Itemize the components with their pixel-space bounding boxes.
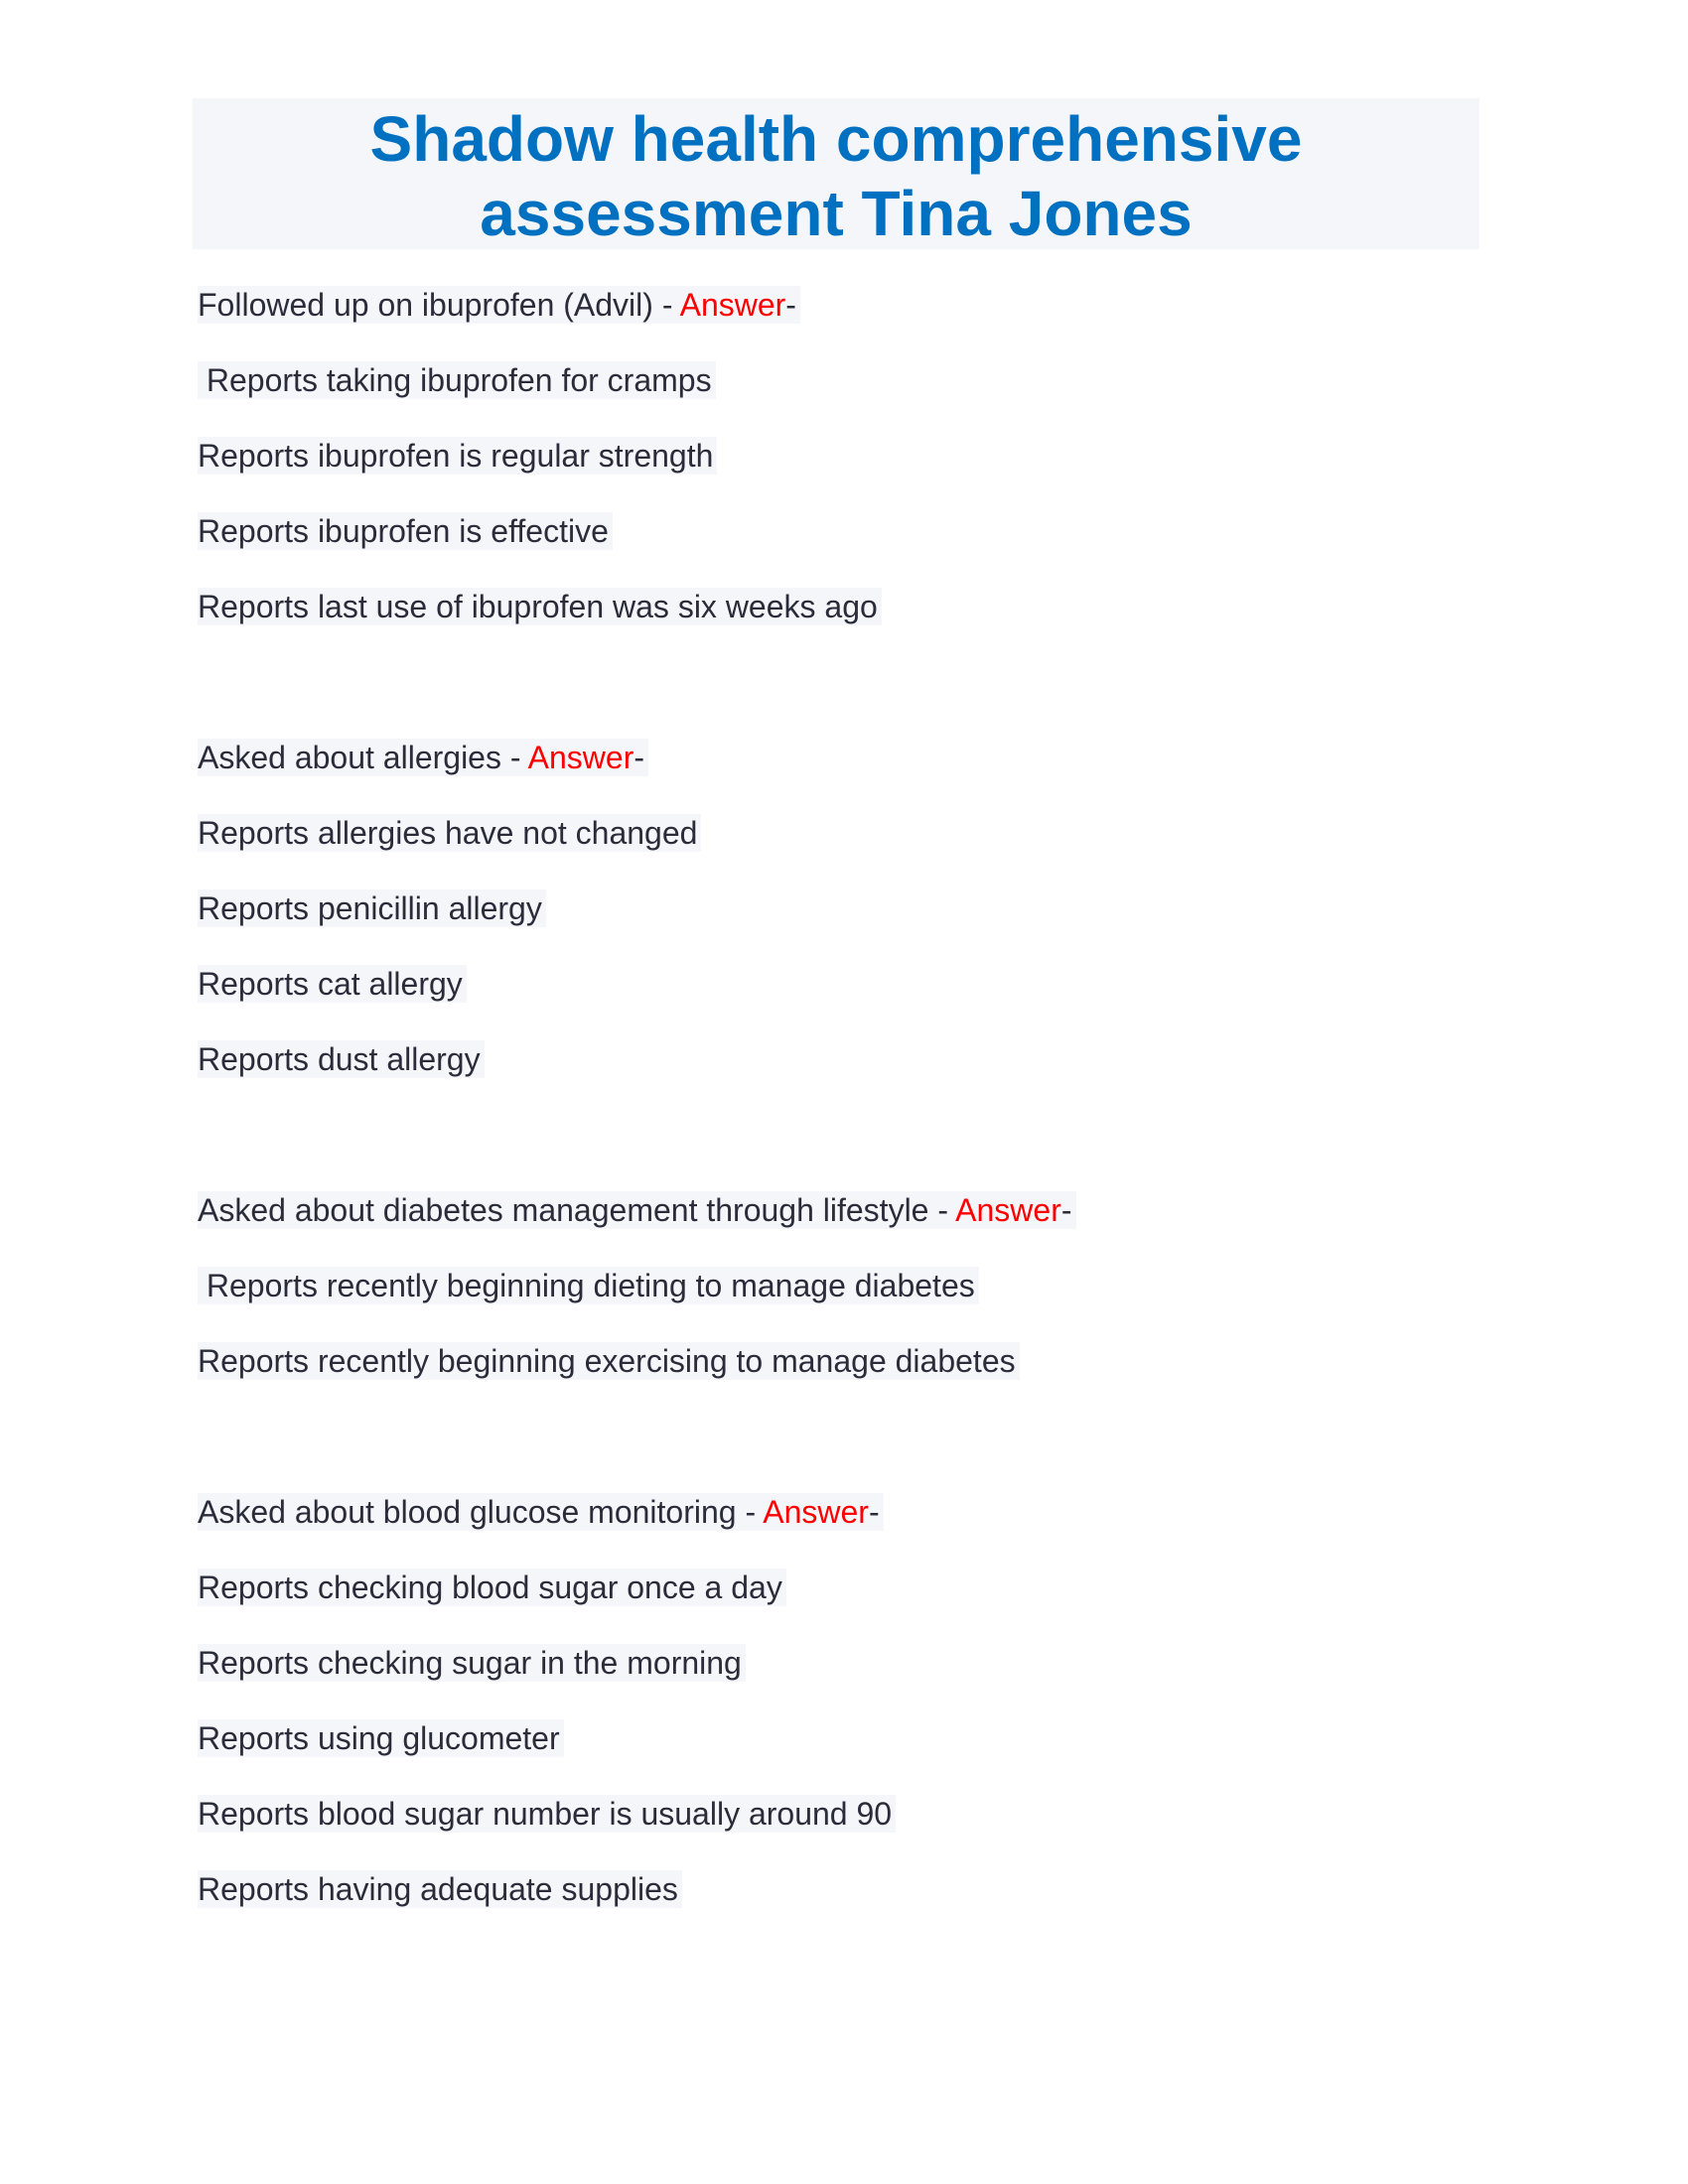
answer-item-text: Reports blood sugar number is usually around 90 — [198, 1795, 896, 1833]
answer-item-text: Reports checking blood sugar once a day — [198, 1569, 786, 1606]
answer-item-text: Reports last use of ibuprofen was six weeks ago — [198, 588, 882, 625]
answer-item — [198, 1040, 1488, 1116]
answer-item — [198, 1719, 1488, 1795]
answer-item — [198, 588, 1488, 663]
question-line — [198, 1493, 1488, 1569]
answer-item — [198, 1795, 1488, 1870]
answer-item-text: Reports checking sugar in the morning — [198, 1644, 746, 1682]
section-spacer — [198, 663, 1488, 739]
answer-item-text: Reports penicillin allergy — [198, 889, 546, 927]
question-text: Asked about diabetes management through lifestyle - — [198, 1192, 956, 1228]
answer-item-text: Reports allergies have not changed — [198, 814, 701, 852]
answer-item-text: Reports having adequate supplies — [198, 1870, 682, 1908]
answer-item — [198, 1644, 1488, 1719]
answer-item — [198, 889, 1488, 965]
answer-item — [198, 437, 1488, 512]
answer-item — [198, 361, 1488, 437]
title-banner — [193, 98, 1479, 249]
answer-item-text: Reports recently beginning dieting to manage diabetes — [198, 1267, 979, 1304]
answer-suffix: - — [633, 740, 644, 775]
document-body — [198, 286, 1488, 1946]
question-line — [198, 739, 1488, 814]
section-spacer — [198, 1116, 1488, 1191]
title-line-2: assessment Tina Jones — [480, 178, 1193, 249]
answer-item — [198, 1342, 1488, 1418]
answer-item-text: Reports taking ibuprofen for cramps — [198, 361, 716, 399]
question-text: Asked about blood glucose monitoring - — [198, 1494, 764, 1530]
answer-label: Answer — [763, 1494, 869, 1530]
question-text: Asked about allergies - — [198, 740, 528, 775]
question-line — [198, 286, 1488, 361]
answer-item — [198, 1569, 1488, 1644]
answer-item-text: Reports using glucometer — [198, 1719, 564, 1757]
answer-label: Answer — [955, 1192, 1061, 1228]
document-title — [193, 98, 1479, 251]
answer-item — [198, 1267, 1488, 1342]
answer-item — [198, 1870, 1488, 1946]
answer-item-text: Reports ibuprofen is effective — [198, 512, 613, 550]
answer-item-text: Reports recently beginning exercising to manage diabetes — [198, 1342, 1020, 1380]
answer-item-text: Reports dust allergy — [198, 1040, 485, 1078]
answer-item-text: Reports ibuprofen is regular strength — [198, 437, 717, 475]
answer-suffix: - — [868, 1494, 880, 1530]
answer-item-text: Reports cat allergy — [198, 965, 467, 1003]
title-line-1: Shadow health comprehensive — [369, 103, 1303, 175]
answer-label: Answer — [527, 740, 634, 775]
answer-item — [198, 512, 1488, 588]
answer-suffix: - — [1060, 1192, 1072, 1228]
answer-label: Answer — [679, 287, 786, 323]
answer-item — [198, 814, 1488, 889]
answer-suffix: - — [785, 287, 796, 323]
section-spacer — [198, 1418, 1488, 1493]
question-line — [198, 1191, 1488, 1267]
answer-item — [198, 965, 1488, 1040]
question-text: Followed up on ibuprofen (Advil) - — [198, 287, 680, 323]
